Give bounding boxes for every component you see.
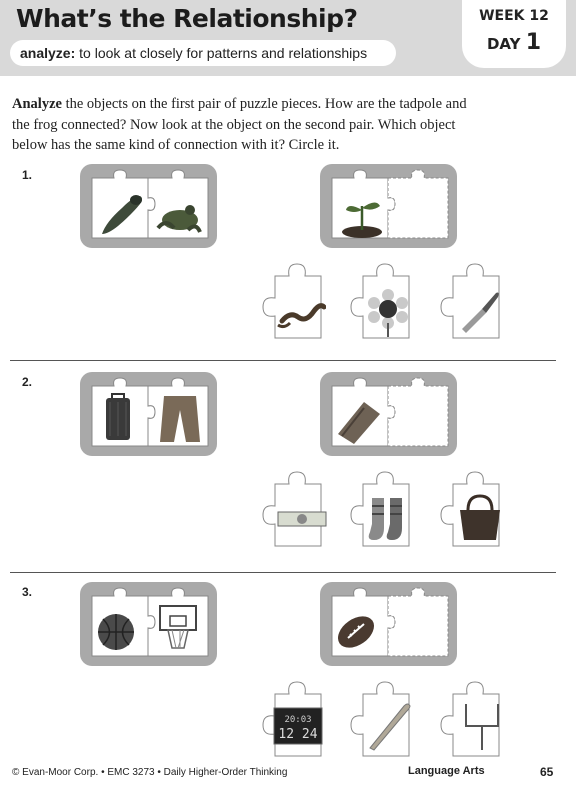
tadpole-image (96, 188, 148, 240)
page-title: What’s the Relationship? (16, 4, 358, 33)
question-number: 3. (22, 585, 33, 599)
instructions (12, 94, 472, 156)
socks-image (362, 494, 414, 546)
handbag-image (454, 492, 506, 544)
page-number: 65 (540, 765, 554, 779)
scoreboard-top-text: 20:03 (284, 715, 312, 725)
knife-image (452, 285, 504, 337)
scoreboard-bottom-text: 12 24 (278, 727, 318, 742)
question-number: 2. (22, 375, 33, 389)
basketball-hoop-image (152, 602, 204, 654)
instructions-text: the objects on the first pair of puzzle pieces. How are the tadpole and the frog connected? Now look at the object on the second pair. Which object below has the same kind of connection with it? Circle it. (12, 96, 467, 153)
frog-image (152, 188, 204, 240)
sprout-image (336, 188, 388, 240)
suitcase-image (94, 392, 146, 444)
day-number: 1 (525, 30, 542, 55)
section-divider (10, 572, 556, 573)
basketball-image (92, 606, 144, 658)
sunflower-image (362, 285, 414, 337)
definition-term: analyze: (20, 45, 76, 61)
definition-text: to look at closely for patterns and relationships (79, 45, 368, 61)
footer-subject: Language Arts (408, 765, 485, 777)
goalpost-image (456, 700, 508, 752)
baseball-bat-image (364, 700, 416, 752)
pants-image (154, 392, 206, 444)
dollar-bill-image (276, 492, 328, 544)
week-day-tab (462, 0, 566, 68)
definition-box (10, 40, 396, 66)
football-image (332, 604, 384, 656)
section-divider (10, 360, 556, 361)
snake-image (274, 285, 326, 337)
scoreboard-image (272, 700, 324, 752)
week-label: WEEK 12 (479, 8, 549, 24)
day-label-wrap (462, 30, 566, 55)
day-label: DAY (486, 35, 521, 53)
instructions-lead: Analyze (12, 96, 62, 112)
question-number: 1. (22, 168, 33, 182)
wallet-image (334, 394, 386, 446)
footer-credit: © Evan-Moor Corp. • EMC 3273 • Daily Higher-Order Thinking (12, 767, 288, 778)
